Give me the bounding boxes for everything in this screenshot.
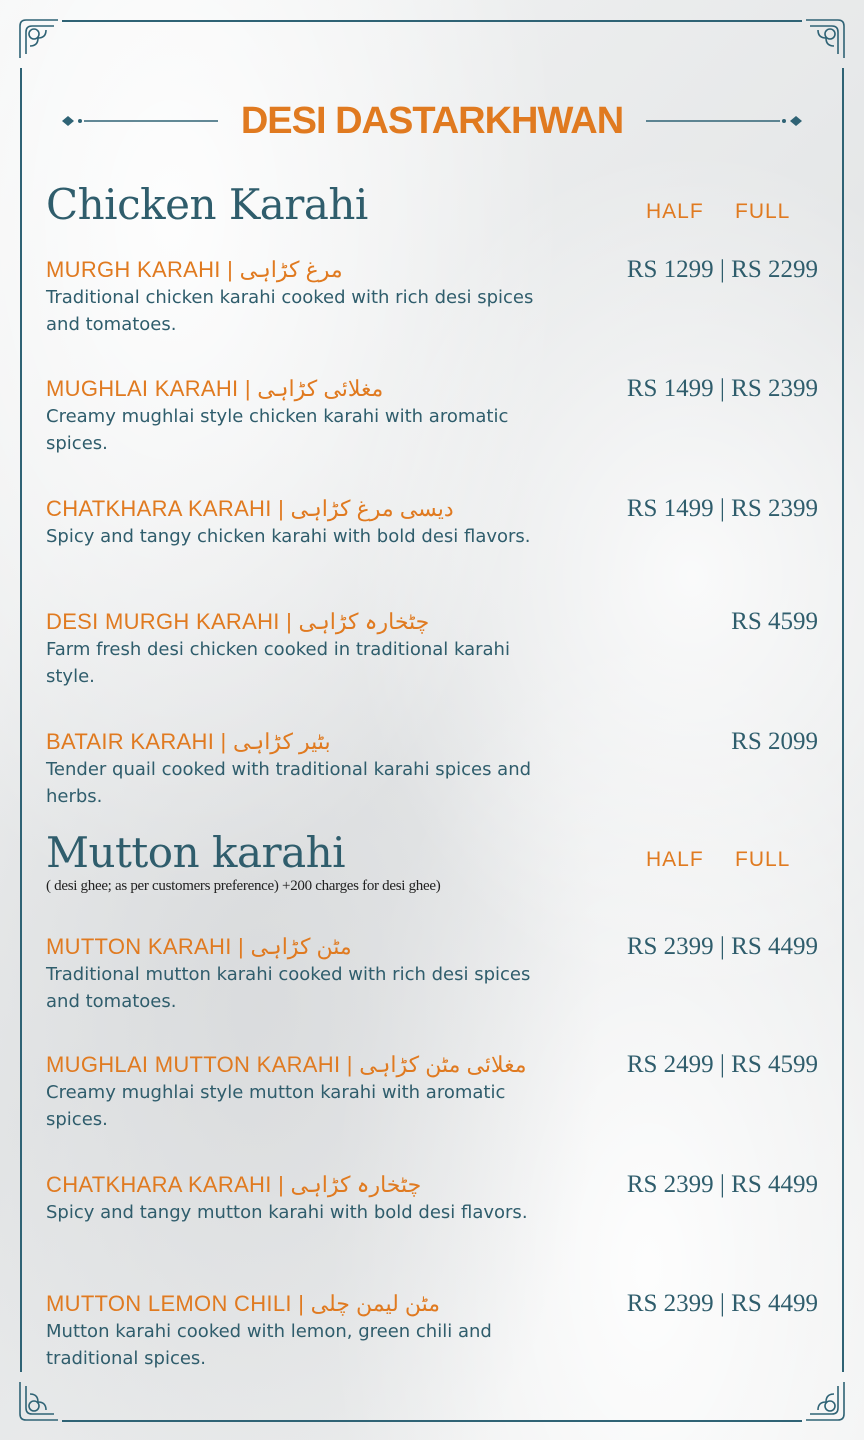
section-note: ( desi ghee; as per customers preference) +200 charges for desi ghee) <box>46 878 441 894</box>
item-name: MUGHLAI MUTTON KARAHI | مغلائی مٹن کڑاہی <box>46 1052 527 1077</box>
menu-item <box>46 375 818 475</box>
item-price: RS 2099 <box>731 728 818 755</box>
item-name: MUGHLAI KARAHI | مغلائی کڑاہی <box>46 376 384 401</box>
item-name: CHATKHARA KARAHI | چٹخارہ کڑاہی <box>46 1172 422 1197</box>
header <box>0 96 864 146</box>
item-price: RS 1499 | RS 2399 <box>626 375 818 402</box>
item-description: Tender quail cooked with traditional karahi spices and herbs. <box>46 759 532 807</box>
item-description: Traditional mutton karahi cooked with rich desi spices and tomatoes. <box>46 964 531 1012</box>
item-name: MURGH KARAHI | مرغ کڑاہی <box>46 257 343 282</box>
menu-item <box>46 256 818 356</box>
item-price: RS 1499 | RS 2399 <box>626 495 818 522</box>
item-name: DESI MURGH KARAHI | چٹخارہ کڑاہی <box>46 609 430 634</box>
frame-right-line <box>842 68 844 1372</box>
item-description: Creamy mughlai style chicken karahi with aromatic spices. <box>46 406 509 454</box>
item-name: BATAIR KARAHI | بٹیر کڑاہی <box>46 729 331 754</box>
diamond-ornament-icon <box>646 109 806 133</box>
item-price: RS 4599 <box>731 608 818 635</box>
col-head-full: FULL <box>735 848 791 871</box>
menu-item <box>46 1051 818 1151</box>
frame-top-line <box>62 20 802 22</box>
menu-item <box>46 495 818 595</box>
item-price: RS 2399 | RS 4499 <box>626 933 818 960</box>
item-description: Spicy and tangy chicken karahi with bold desi flavors. <box>46 526 531 547</box>
col-head-half: HALF <box>646 200 704 223</box>
menu-item <box>46 1171 818 1271</box>
item-name: CHATKHARA KARAHI | دیسی مرغ کڑاہی <box>46 496 454 521</box>
menu-item <box>46 1290 818 1390</box>
frame-left-line <box>20 68 22 1372</box>
col-head-half: HALF <box>646 848 704 871</box>
section-title-mutton: Mutton karahi <box>46 828 346 877</box>
item-description: Mutton karahi cooked with lemon, green chili and traditional spices. <box>46 1321 492 1369</box>
item-price: RS 2399 | RS 4499 <box>626 1171 818 1198</box>
corner-flourish-icon <box>802 16 848 62</box>
item-description: Creamy mughlai style mutton karahi with aromatic spices. <box>46 1082 506 1130</box>
frame-bottom-line <box>62 1420 802 1422</box>
item-name: MUTTON LEMON CHILI | مٹن لیمن چلی <box>46 1291 441 1316</box>
item-description: Spicy and tangy mutton karahi with bold desi flavors. <box>46 1202 528 1223</box>
item-description: Farm fresh desi chicken cooked in traditional karahi style. <box>46 639 510 687</box>
menu-item <box>46 933 818 1033</box>
item-price: RS 2499 | RS 4599 <box>626 1051 818 1078</box>
section-title-chicken: Chicken Karahi <box>46 180 368 229</box>
menu-item <box>46 728 818 828</box>
item-name: MUTTON KARAHI | مٹن کڑاہی <box>46 934 352 959</box>
item-price: RS 2399 | RS 4499 <box>626 1290 818 1317</box>
menu-item <box>46 608 818 708</box>
item-price: RS 1299 | RS 2299 <box>626 256 818 283</box>
item-description: Traditional chicken karahi cooked with rich desi spices and tomatoes. <box>46 287 534 335</box>
col-head-full: FULL <box>735 200 791 223</box>
corner-flourish-icon <box>16 16 62 62</box>
page-title: DESI DASTARKHWAN <box>240 100 624 142</box>
